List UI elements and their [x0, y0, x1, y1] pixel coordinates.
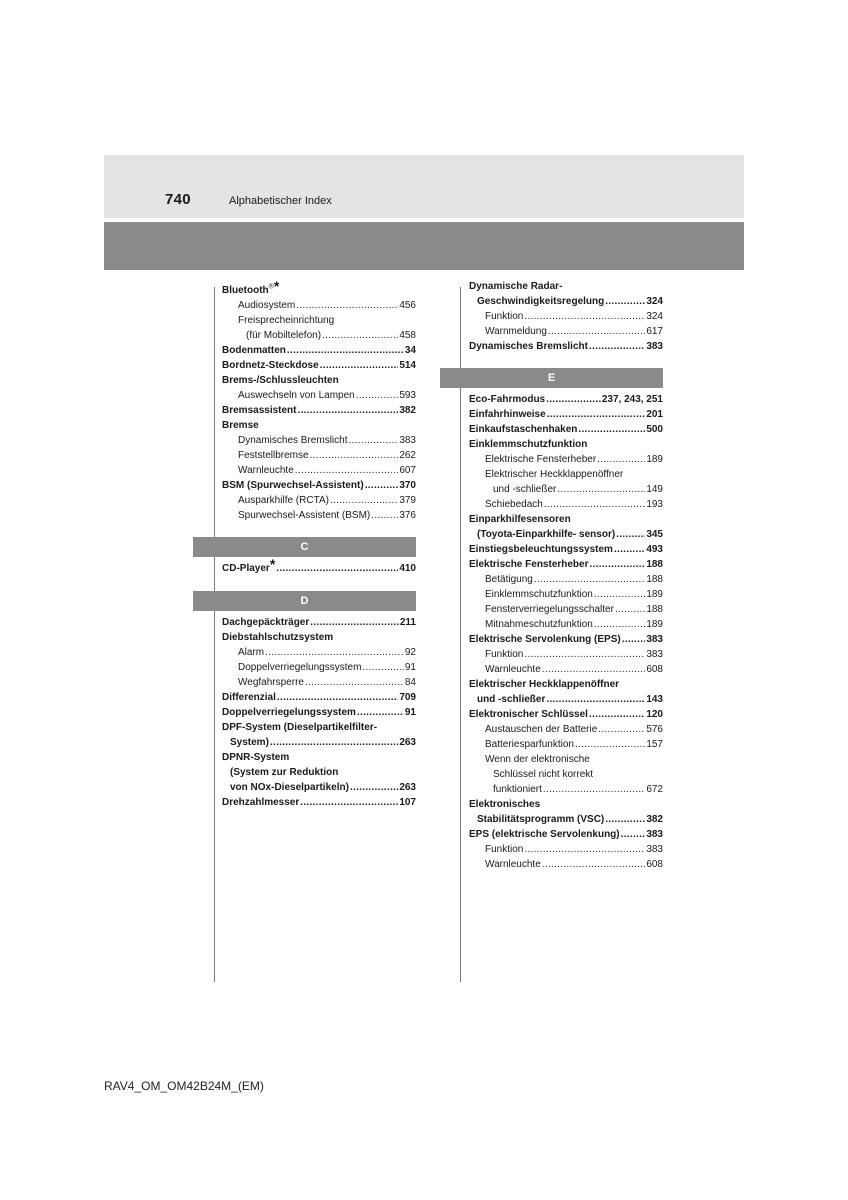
- entry-term: Bodenmatten: [222, 345, 286, 356]
- index-entry: [222, 279, 416, 298]
- leader-dots: [575, 737, 645, 752]
- leader-dots: [524, 647, 645, 662]
- index-entry: [469, 309, 663, 324]
- entry-term: Einklemmschutzfunktion: [469, 439, 588, 450]
- index-entry: [469, 602, 663, 617]
- entry-term: Spurwechsel-Assistent (BSM): [238, 510, 371, 521]
- entry-term: Elektrischer Heckklappenöffner: [469, 679, 620, 690]
- section-letter-e: E: [440, 368, 663, 388]
- entry-page: 370: [399, 480, 416, 491]
- leader-dots: [322, 328, 398, 343]
- index-entry: [222, 630, 416, 645]
- entry-page: 383: [646, 829, 663, 840]
- entry-page: 188: [646, 559, 663, 570]
- entry-term: Wenn der elektronische: [485, 754, 590, 765]
- entry-page: 608: [646, 859, 663, 870]
- index-entry: [469, 407, 663, 422]
- index-entry: [469, 542, 663, 557]
- spacer: [222, 523, 416, 537]
- index-entry: [469, 767, 663, 782]
- leader-dots: [547, 407, 646, 422]
- entry-term: Warnleuchte: [238, 465, 294, 476]
- entry-page: 382: [399, 405, 416, 416]
- asterisk-note: *: [273, 279, 280, 294]
- entry-term: funktioniert: [493, 784, 542, 795]
- index-entry: [222, 660, 416, 675]
- entry-term: und -schließer: [493, 484, 557, 495]
- entry-term: Einklemmschutzfunktion: [485, 589, 593, 600]
- entry-term: Warnmeldung: [485, 326, 547, 337]
- index-entry: [469, 632, 663, 647]
- entry-term: Elektrische Fensterheber: [485, 454, 597, 465]
- entry-term: Doppelverriegelungssystem: [222, 707, 356, 718]
- leader-dots: [348, 433, 398, 448]
- index-entry: [222, 373, 416, 388]
- index-entry: [222, 795, 416, 810]
- index-entry: [222, 557, 416, 576]
- entry-page: 201: [646, 409, 663, 420]
- leader-dots: [356, 388, 399, 403]
- index-entry: [222, 418, 416, 433]
- index-entry: [469, 812, 663, 827]
- leader-dots: [524, 842, 645, 857]
- index-column-right: [469, 279, 663, 872]
- entry-page: 709: [399, 692, 416, 703]
- entry-term: Bluetooth®*: [222, 279, 280, 296]
- entry-page: 376: [399, 510, 416, 521]
- index-entry: [469, 827, 663, 842]
- entry-term: (System zur Reduktion: [230, 767, 339, 778]
- leader-dots: [295, 463, 399, 478]
- leader-dots: [297, 403, 398, 418]
- index-entry: [469, 647, 663, 662]
- entry-term: Schiebedach: [485, 499, 543, 510]
- entry-term: Audiosystem: [238, 300, 296, 311]
- entry-term: Bordnetz-Steckdose: [222, 360, 319, 371]
- entry-term: Elektrische Servolenkung (EPS): [469, 634, 621, 645]
- leader-dots: [305, 675, 404, 690]
- leader-dots: [362, 660, 403, 675]
- entry-page: 189: [646, 454, 663, 465]
- entry-term: BSM (Spurwechsel-Assistent): [222, 480, 364, 491]
- entry-term: Differenzial: [222, 692, 276, 703]
- entry-page: 189: [646, 619, 663, 630]
- leader-dots: [594, 617, 645, 632]
- entry-term: DPF-System (Dieselpartikelfilter-: [222, 722, 378, 733]
- leader-dots: [350, 780, 398, 795]
- entry-term: System): [230, 737, 269, 748]
- entry-term: Bremsassistent: [222, 405, 297, 416]
- leader-dots: [598, 722, 645, 737]
- leader-dots: [557, 482, 645, 497]
- section-letter-d: D: [193, 591, 416, 611]
- index-entry: [469, 857, 663, 872]
- index-entry: [222, 645, 416, 660]
- index-entry: [469, 388, 663, 407]
- index-entry: [469, 572, 663, 587]
- entry-term: Funktion: [485, 311, 524, 322]
- entry-term: Dynamisches Bremslicht: [469, 341, 588, 352]
- entry-term: Dynamische Radar-: [469, 281, 563, 292]
- entry-term: Dachgepäckträger: [222, 617, 310, 628]
- entry-page: 143: [646, 694, 663, 705]
- index-entry: [469, 497, 663, 512]
- index-entry: [222, 343, 416, 358]
- entry-term: Eco-Fahrmodus: [469, 394, 546, 405]
- index-entry: [469, 752, 663, 767]
- asterisk-note: *: [269, 557, 276, 572]
- index-entry: [222, 705, 416, 720]
- entry-page: 324: [646, 296, 663, 307]
- entry-term: Betätigung: [485, 574, 533, 585]
- entry-term: Wegfahrsperre: [238, 677, 304, 688]
- leader-dots: [371, 508, 398, 523]
- entry-term: Bremse: [222, 420, 259, 431]
- entry-term: CD-Player*: [222, 557, 276, 574]
- entry-page: 617: [646, 326, 663, 337]
- index-entry: [222, 765, 416, 780]
- leader-dots: [597, 452, 645, 467]
- section-letter-c: C: [193, 537, 416, 557]
- entry-term: Elektronischer Schlüssel: [469, 709, 588, 720]
- leader-dots: [589, 707, 645, 722]
- entry-page: 262: [399, 450, 416, 461]
- leader-dots: [622, 632, 646, 647]
- entry-page: 237, 243, 251: [601, 394, 663, 405]
- entry-term: Drehzahlmesser: [222, 797, 300, 808]
- entry-term: Elektrischer Heckklappenöffner: [485, 469, 624, 480]
- entry-term: Einstiegsbeleuchtungssystem: [469, 544, 613, 555]
- index-entry: [222, 433, 416, 448]
- entry-page: 607: [399, 465, 416, 476]
- header-band-light: [104, 155, 744, 218]
- entry-page: 188: [646, 574, 663, 585]
- entry-page: 379: [399, 495, 416, 506]
- entry-page: 576: [646, 724, 663, 735]
- entry-page: 458: [399, 330, 416, 341]
- column-rule-left: [214, 287, 215, 982]
- entry-page: 382: [646, 814, 663, 825]
- index-entry: [222, 493, 416, 508]
- index-entry: [222, 358, 416, 373]
- entry-page: 345: [646, 529, 663, 540]
- entry-page: 157: [646, 739, 663, 750]
- entry-page: 149: [646, 484, 663, 495]
- leader-dots: [543, 782, 645, 797]
- index-entry: [222, 448, 416, 463]
- leader-dots: [276, 557, 398, 576]
- entry-page: 263: [399, 782, 416, 793]
- index-entry: [469, 677, 663, 692]
- entry-page: 92: [404, 647, 416, 658]
- leader-dots: [542, 662, 646, 677]
- index-entry: [222, 611, 416, 630]
- entry-term: Diebstahlschutzsystem: [222, 632, 334, 643]
- entry-term: Alarm: [238, 647, 265, 658]
- index-entry: [222, 388, 416, 403]
- leader-dots: [546, 692, 645, 707]
- index-entry: [469, 437, 663, 452]
- entry-page: 383: [646, 341, 663, 352]
- spacer: [222, 576, 416, 591]
- entry-term: (für Mobiltelefon): [246, 330, 322, 341]
- index-entry: [469, 722, 663, 737]
- entry-term: Feststellbremse: [238, 450, 309, 461]
- leader-dots: [320, 358, 399, 373]
- entry-page: 188: [646, 604, 663, 615]
- index-entry: [222, 328, 416, 343]
- entry-term: Warnleuchte: [485, 859, 541, 870]
- entry-page: 593: [399, 390, 416, 401]
- entry-term: Schlüssel nicht korrekt: [493, 769, 594, 780]
- leader-dots: [270, 735, 398, 750]
- index-entry: [469, 617, 663, 632]
- entry-term: Funktion: [485, 844, 524, 855]
- entry-term: Fensterverriegelungsschalter: [485, 604, 614, 615]
- index-entry: [469, 467, 663, 482]
- leader-dots: [590, 557, 646, 572]
- leader-dots: [615, 602, 645, 617]
- leader-dots: [534, 572, 645, 587]
- entry-term: (Toyota-Einparkhilfe- sensor): [477, 529, 616, 540]
- entry-page: 383: [399, 435, 416, 446]
- entry-page: 91: [404, 707, 416, 718]
- leader-dots: [546, 388, 601, 407]
- leader-dots: [594, 587, 645, 602]
- leader-dots: [330, 493, 398, 508]
- index-entry: [222, 720, 416, 735]
- column-rule-right: [460, 287, 461, 982]
- index-entry: [469, 737, 663, 752]
- index-entry: [469, 482, 663, 497]
- page-number: 740: [165, 191, 191, 208]
- index-entry: [222, 403, 416, 418]
- leader-dots: [357, 705, 404, 720]
- index-entry: [469, 692, 663, 707]
- entry-page: 84: [404, 677, 416, 688]
- index-entry: [469, 324, 663, 339]
- entry-term: Einkaufstaschenhaken: [469, 424, 578, 435]
- leader-dots: [310, 611, 399, 630]
- entry-page: 324: [646, 311, 663, 322]
- entry-term: und -schließer: [477, 694, 546, 705]
- leader-dots: [542, 857, 646, 872]
- leader-dots: [614, 542, 645, 557]
- entry-page: 211: [399, 617, 416, 628]
- index-entry: [469, 422, 663, 437]
- index-entry: [222, 298, 416, 313]
- index-entry: [222, 463, 416, 478]
- index-entry: [222, 690, 416, 705]
- leader-dots: [300, 795, 398, 810]
- index-entry: [469, 557, 663, 572]
- entry-term: Funktion: [485, 649, 524, 660]
- entry-term: Einparkhilfesensoren: [469, 514, 571, 525]
- registered-mark: ®: [268, 283, 274, 291]
- leader-dots: [365, 478, 399, 493]
- leader-dots: [287, 343, 404, 358]
- entry-page: 189: [646, 589, 663, 600]
- entry-term: Stabilitätsprogramm (VSC): [477, 814, 605, 825]
- spacer: [469, 354, 663, 368]
- entry-page: 91: [404, 662, 416, 673]
- index-entry: [222, 675, 416, 690]
- index-entry: [222, 313, 416, 328]
- entry-term: Auswechseln von Lampen: [238, 390, 355, 401]
- leader-dots: [589, 339, 645, 354]
- index-entry: [469, 587, 663, 602]
- entry-term: von NOx-Dieselpartikeln): [230, 782, 349, 793]
- entry-page: 410: [399, 563, 416, 574]
- index-entry: [469, 707, 663, 722]
- leader-dots: [621, 827, 646, 842]
- document-code: RAV4_OM_OM42B24M_(EM): [104, 1079, 264, 1093]
- leader-dots: [524, 309, 645, 324]
- entry-page: 263: [399, 737, 416, 748]
- entry-page: 608: [646, 664, 663, 675]
- index-entry: [469, 842, 663, 857]
- entry-page: 193: [646, 499, 663, 510]
- index-column-left: [222, 279, 416, 810]
- leader-dots: [277, 690, 398, 705]
- entry-page: 383: [646, 844, 663, 855]
- leader-dots: [544, 497, 645, 512]
- entry-term: Warnleuchte: [485, 664, 541, 675]
- index-entry: [222, 780, 416, 795]
- entry-page: 383: [646, 634, 663, 645]
- leader-dots: [265, 645, 404, 660]
- entry-term: Dynamisches Bremslicht: [238, 435, 348, 446]
- index-entry: [469, 339, 663, 354]
- entry-term: Freisprecheinrichtung: [238, 315, 335, 326]
- index-entry: [222, 750, 416, 765]
- leader-dots: [616, 527, 645, 542]
- entry-term: Geschwindigkeitsregelung: [477, 296, 605, 307]
- leader-dots: [605, 294, 645, 309]
- entry-term: Brems-/Schlussleuchten: [222, 375, 339, 386]
- entry-page: 383: [646, 649, 663, 660]
- entry-page: 107: [399, 797, 416, 808]
- entry-page: 500: [646, 424, 663, 435]
- entry-page: 34: [404, 345, 416, 356]
- index-entry: [469, 527, 663, 542]
- entry-page: 493: [646, 544, 663, 555]
- index-entry: [469, 452, 663, 467]
- entry-page: 514: [399, 360, 416, 371]
- index-entry: [469, 294, 663, 309]
- index-entry: [469, 797, 663, 812]
- entry-term: Einfahrhinweise: [469, 409, 546, 420]
- index-entry: [222, 508, 416, 523]
- entry-term: Batteriesparfunktion: [485, 739, 574, 750]
- entry-term: Doppelverriegelungssystem: [238, 662, 362, 673]
- index-entry: [222, 735, 416, 750]
- leader-dots: [310, 448, 399, 463]
- entry-term: Elektrische Fensterheber: [469, 559, 589, 570]
- entry-term: Austauschen der Batterie: [485, 724, 598, 735]
- entry-page: 672: [646, 784, 663, 795]
- entry-term: Mitnahmeschutzfunktion: [485, 619, 593, 630]
- index-entry: [469, 279, 663, 294]
- entry-term: EPS (elektrische Servolenkung): [469, 829, 620, 840]
- entry-page: 120: [646, 709, 663, 720]
- leader-dots: [296, 298, 398, 313]
- index-entry: [469, 662, 663, 677]
- index-entry: [222, 478, 416, 493]
- leader-dots: [578, 422, 645, 437]
- index-entry: [469, 512, 663, 527]
- entry-term: DPNR-System: [222, 752, 290, 763]
- page-title: Alphabetischer Index: [229, 195, 332, 207]
- leader-dots: [605, 812, 645, 827]
- entry-term: Ausparkhilfe (RCTA): [238, 495, 329, 506]
- entry-page: 456: [399, 300, 416, 311]
- header-band-dark: [104, 222, 744, 270]
- leader-dots: [548, 324, 645, 339]
- index-entry: [469, 782, 663, 797]
- entry-term: Elektronisches: [469, 799, 541, 810]
